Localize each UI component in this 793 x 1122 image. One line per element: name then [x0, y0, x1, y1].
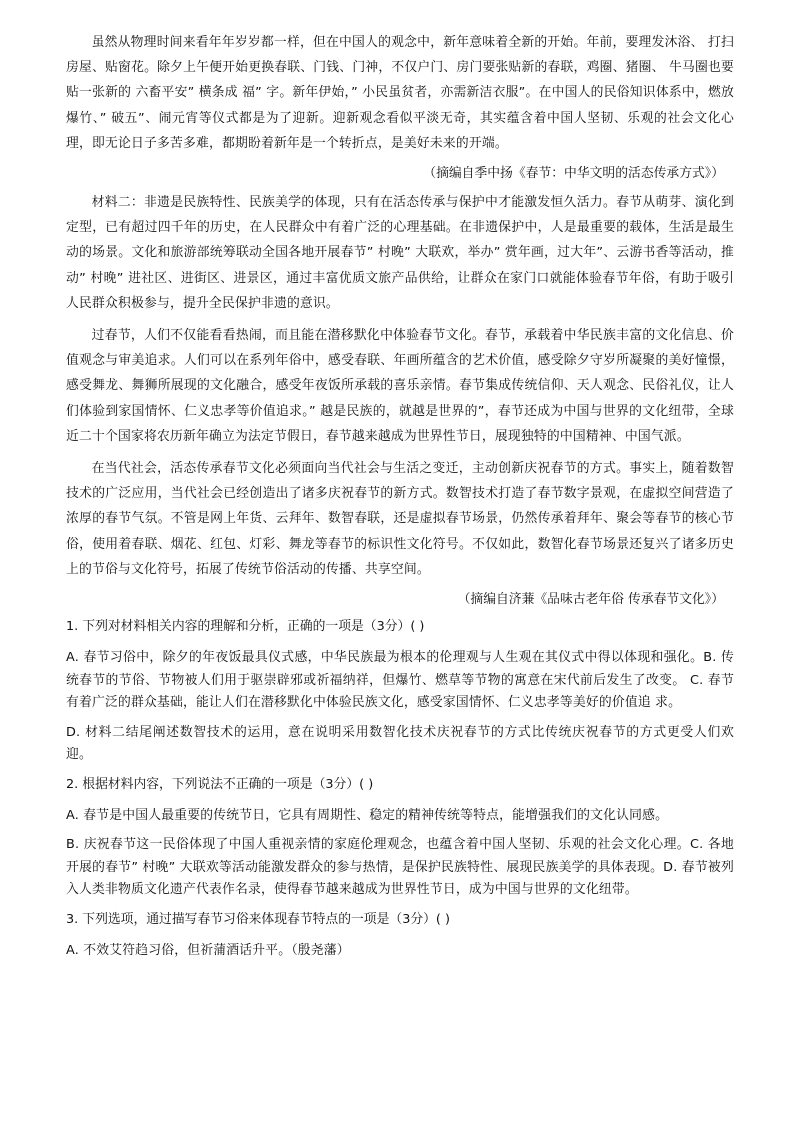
source-citation-1: （摘编自季中扬《春节：中华文明的活态传承方式》）	[423, 166, 724, 182]
question-1-option-d: D. 材料二结尾阐述数智技术的运用，意在说明采用数智化技术庆祝春节的方式比传统庆祝春节的方式更受人们欢迎。	[66, 724, 734, 763]
question-1-options-abc: A. 春节习俗中，除夕的年夜饭最具仪式感，中华民族最为根本的伦理观与人生观在其仪式中得以体现和强化。B. 传统春节的节俗、节物被人们用于驱崇辟邪或祈福纳祥，但爆竹、燃草等节物的寓意在宋代前后发生了改变。 C. 春节有着广泛的群众基础，能让人们在潜移默化中体验民族文化，感受家国情怀、仁义忠孝等美好的价值追 求。	[66, 650, 734, 711]
question-3	[66, 909, 734, 963]
question-2-stem: 2. 根据材料内容，下列说法不正确的一项是（3分）( )	[66, 776, 374, 792]
question-3-stem: 3. 下列选项，通过描写春节习俗来体现春节特点的一项是（3分）( )	[66, 911, 450, 927]
question-2-option-a: A. 春节是中国人最重要的传统节日，它具有周期性、稳定的精神传统等特点，能增强我们的文化认同感。	[66, 807, 669, 823]
paragraph-material2-culture: 过春节，人们不仅能看看热闹，而且能在潜移默化中体验春节文化。春节，承载着中华民族丰富的文化信息、价值观念与审美追求。人们可以在系列年俗中，感受春联、年画所蕴含的艺术价值，感受除夕守岁所凝聚的美好憧憬，感受舞龙、舞狮所展现的文化融合，感受年夜饭所承载的喜乐亲情。春节集成传统信仰、天人观念、民俗礼仪，让人们体验到家国情怀、仁义忠孝等价值追求。” 越是民族的，就越是世界的”，春节还成为中国与世界的文化纽带，全球近二十个国家将农历新年确立为法定节假日，春节越来越成为世界性节日，展现独特的中国精神、中国气派。	[66, 328, 734, 444]
source-citation-2: （摘编自济蒹《品味古老年俗 传承春节文化》）	[457, 592, 724, 608]
document-body	[66, 30, 734, 969]
question-1-stem: 1. 下列对材料相关内容的理解和分析，正确的一项是（3分）( )	[66, 619, 425, 635]
question-2	[66, 774, 734, 902]
paragraph-material1-end: 虽然从物理时间来看年年岁岁都一样，但在中国人的观念中，新年意味着全新的开始。年前，要理发沐浴、 打扫房屋、贴窗花。除夕上午便开始更换春联、门钱、门神，不仅户门、房门要张贴新的春联，鸡圈、猪圈、 牛马圈也要贴一张新的 六畜平安” 横条成 福” 字。新年伊始，” 小民虽贫者，亦需新洁衣服”。在中国人的民俗知识体系中，燃放爆竹、” 破五”、闹元宵等仪式都是为了迎新。迎新观念看似平淡无奇，其实蕴含着中国人坚韧、乐观的社会文化心理，即无论日子多苦多难，都期盼着新年是一个转折点，是美好未来的开端。	[66, 35, 734, 151]
question-2-options-bcd: B. 庆祝春节这一民俗体现了中国人重视亲情的家庭伦理观念，也蕴含着中国人坚韧、乐观的社会文化心理。C. 各地开展的春节” 村晚” 大联欢等活动能激发群众的参与热情，是保护民族特性、展现民族美学的具体表现。D. 春节被列入人类非物质文化遗产代表作名录，使得春节越来越成为世界性节日，成为中国与世界的文化纽带。	[66, 837, 734, 898]
question-3-option-a: A. 不效艾符趋习俗，但祈蒲酒话升平。（殷尧藩）	[66, 942, 350, 958]
paragraph-material2-modern: 在当代社会，活态传承春节文化必须面向当代社会与生活之变迁，主动创新庆祝春节的方式。事实上，随着数智技术的广泛应用，当代社会已经创造出了诸多庆祝春节的新方式。数智技术打造了春节数字景观，在虚拟空间营造了浓厚的春节气氛。不管是网上年货、云拜年、数智春联，还是虚拟春节场景，仍然传承着拜年、聚会等春节的核心节俗，使用着春联、烟花、红包、灯彩、舞龙等春节的标识性文化符号。不仅如此，数智化春节场景还复兴了诸多历史上的节俗与文化符号，拓展了传统节俗活动的传播、共享空间。	[66, 461, 734, 577]
paragraph-material2-intro: 材料二：非遗是民族特性、民族美学的体现，只有在活态传承与保护中才能激发恒久活力。春节从萌芽、演化到定型，已有超过四千年的历史，在人民群众中有着广泛的心理基础。在非遗保护中，人是最重要的载体，生活是最生动的场景。文化和旅游部统筹联动全国各地开展春节” 村晚” 大联欢，举办” 赏年画，过大年”、云游书香等活动，推动” 村晚” 进社区、进街区、进景区，通过丰富优质文旅产品供给，让群众在家门口就能体验春节年俗，有助于吸引人民群众积极参与，提升全民保护非遗的意识。	[66, 195, 734, 311]
question-1	[66, 616, 734, 767]
